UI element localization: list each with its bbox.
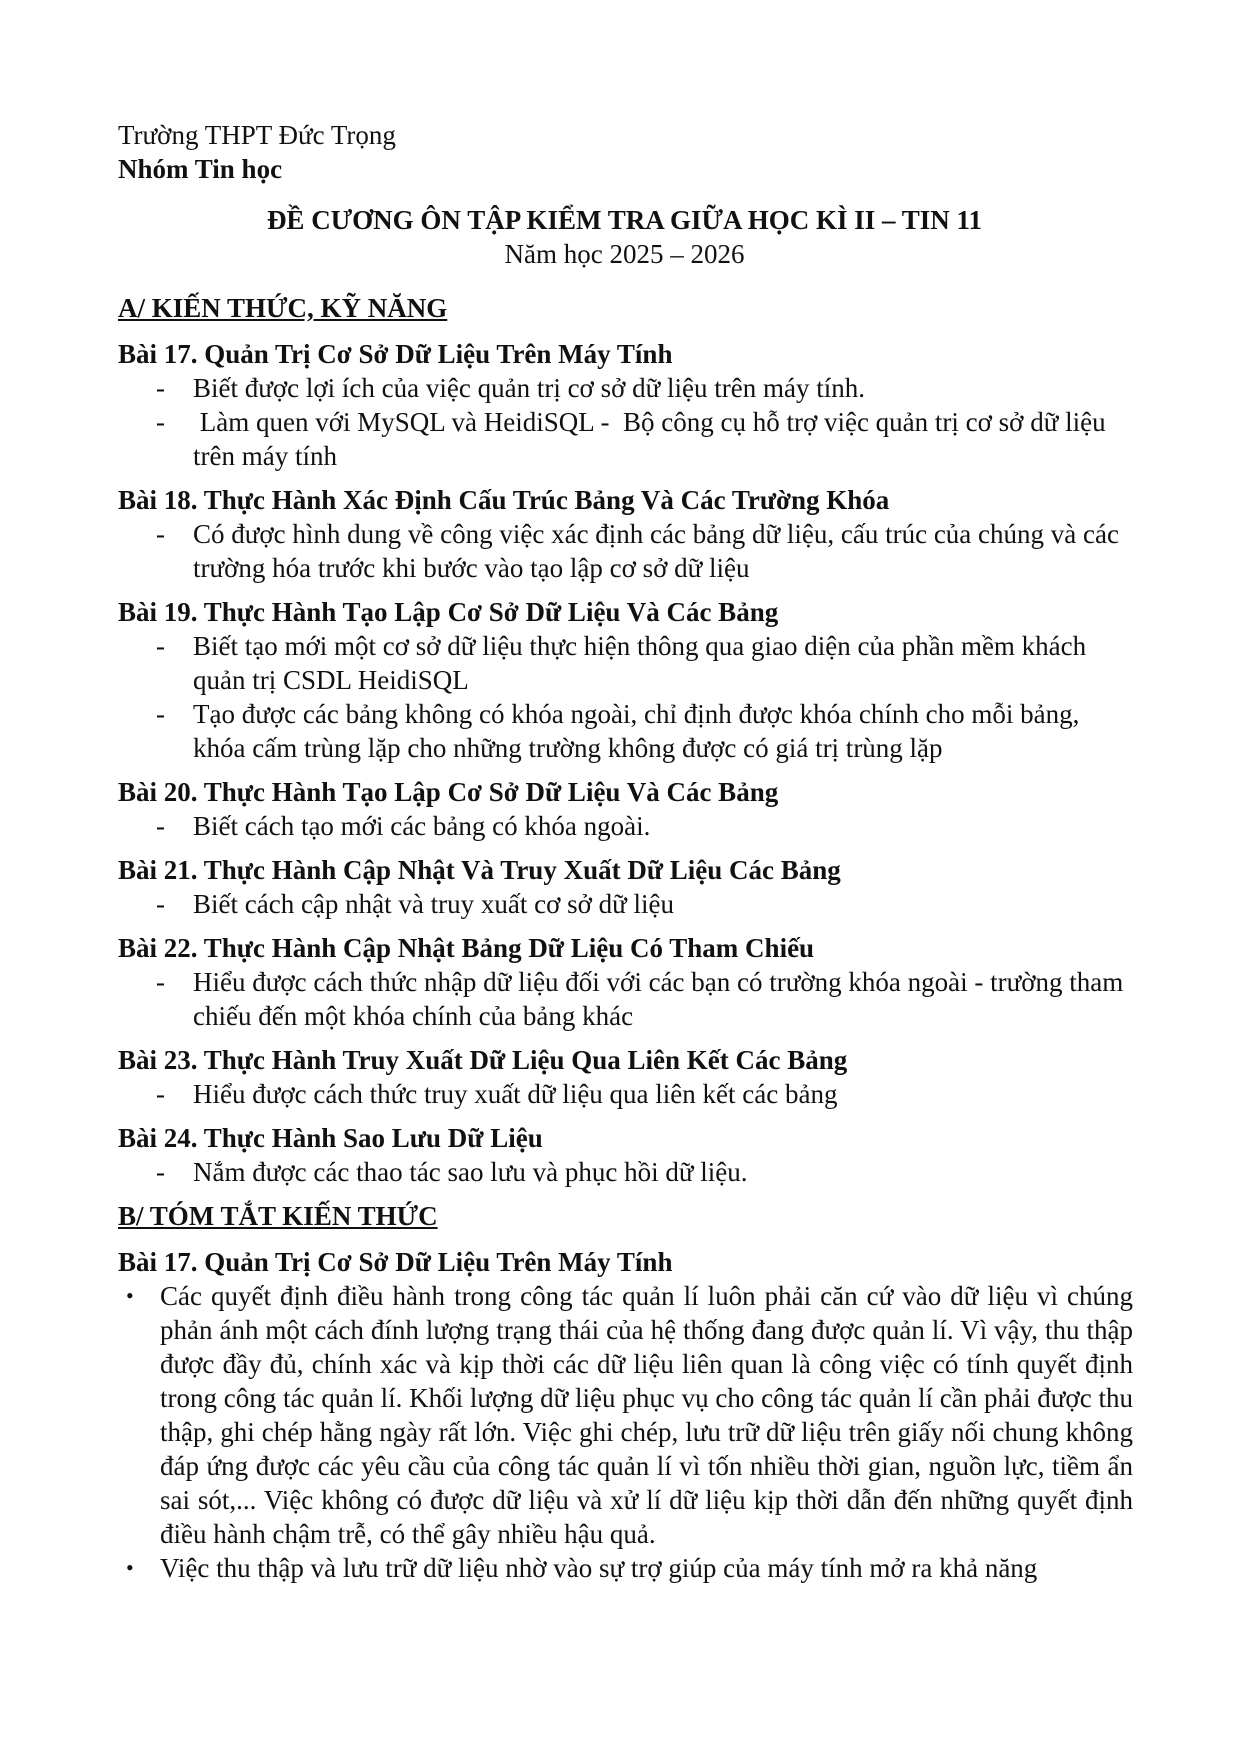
lesson-block [118, 775, 1133, 843]
objective-item [118, 405, 1133, 473]
lesson-block [118, 337, 1133, 473]
objective-text: Tạo được các bảng không có khóa ngoài, chỉ định được khóa chính cho mỗi bảng, khóa cấm trùng lặp cho những trường không được có giá trị trùng lặp [193, 699, 1087, 763]
bullet-marker: • [126, 1283, 134, 1308]
dash-marker: - [156, 519, 165, 549]
summary-text: Việc thu thập và lưu trữ dữ liệu nhờ vào sự trợ giúp của máy tính mở ra khả năng [160, 1553, 1038, 1583]
lesson-block [118, 853, 1133, 921]
objective-item [118, 517, 1133, 585]
lesson-title: Bài 24. Thực Hành Sao Lưu Dữ Liệu [118, 1123, 543, 1153]
section-a-lessons [118, 337, 1133, 1189]
lesson-block [118, 483, 1133, 585]
lesson-title: Bài 17. Quản Trị Cơ Sở Dữ Liệu Trên Máy Tính [118, 339, 673, 369]
document-title: ĐỀ CƯƠNG ÔN TẬP KIỂM TRA GIỮA HỌC KÌ II – TIN 11 [266, 205, 983, 235]
lesson-title: Bài 18. Thực Hành Xác Định Cấu Trúc Bảng Và Các Trường Khóa [118, 485, 890, 515]
objective-text: Biết cách cập nhật và truy xuất cơ sở dữ liệu [193, 889, 675, 919]
objective-item [118, 629, 1133, 697]
objective-text: Nắm được các thao tác sao lưu và phục hồi dữ liệu. [193, 1157, 748, 1187]
dash-marker: - [156, 1157, 165, 1187]
lesson-block [118, 1121, 1133, 1189]
dash-marker: - [156, 811, 165, 841]
lesson-block [118, 595, 1133, 765]
dash-marker: - [156, 373, 165, 403]
summary-text: Các quyết định điều hành trong công tác quản lí luôn phải căn cứ vào dữ liệu vì chúng phản ánh một cách đính lượng trạng thái của hệ thống đang được quản lí. Vì vậy, thu thập được đầy đủ, chính xác và kịp thời các dữ liệu liên quan là công việc có tính quyết định trong công tác quản lí. Khối lượng dữ liệu phục vụ cho công tác quản lí cần phải được thu thập, ghi chép hằng ngày rất lớn. Việc ghi chép, lưu trữ dữ liệu trên giấy nối chung không đáp ứng được các yêu cầu của công tác quản lí vì tốn nhiều thời gian, nguồn lực, tiềm ẩn sai sót,... Việc không có được dữ liệu và xử lí dữ liệu kịp thời dẫn đến những quyết định điều hành chậm trễ, có thể gây nhiều hậu quả. [160, 1281, 1133, 1549]
section-b-heading: B/ TÓM TẮT KIẾN THỨC [118, 1201, 438, 1231]
lesson-title: Bài 23. Thực Hành Truy Xuất Dữ Liệu Qua Liên Kết Các Bảng [118, 1045, 848, 1075]
objective-item [118, 1155, 1133, 1189]
document-content [118, 291, 1133, 1585]
objective-item [118, 1077, 1133, 1111]
dash-marker: - [156, 699, 165, 729]
lesson-block [118, 931, 1133, 1033]
title-block [0, 203, 1241, 271]
objective-text: Hiểu được cách thức truy xuất dữ liệu qua liên kết các bảng [193, 1079, 838, 1109]
dash-marker: - [156, 967, 165, 997]
section-b-bullets [118, 1279, 1133, 1585]
objective-item [118, 887, 1133, 921]
dash-marker: - [156, 631, 165, 661]
dash-marker: - [156, 1079, 165, 1109]
objective-item [118, 809, 1133, 843]
lesson-title: Bài 20. Thực Hành Tạo Lập Cơ Sở Dữ Liệu Và Các Bảng [118, 777, 779, 807]
section-a-heading: A/ KIẾN THỨC, KỸ NĂNG [118, 293, 448, 323]
objective-text: Có được hình dung về công việc xác định các bảng dữ liệu, cấu trúc của chúng và các trường hóa trước khi bước vào tạo lập cơ sở dữ liệu [193, 519, 1126, 583]
objective-text: Biết tạo mới một cơ sở dữ liệu thực hiện thông qua giao diện của phần mềm khách quản trị CSDL HeidiSQL [193, 631, 1093, 695]
objective-text: Biết được lợi ích của việc quản trị cơ sở dữ liệu trên máy tính. [193, 373, 865, 403]
school-year: Năm học 2025 – 2026 [504, 239, 745, 269]
lesson-title: Bài 21. Thực Hành Cập Nhật Và Truy Xuất Dữ Liệu Các Bảng [118, 855, 841, 885]
summary-paragraph [118, 1551, 1133, 1585]
objective-item [118, 965, 1133, 1033]
lesson-title: Bài 19. Thực Hành Tạo Lập Cơ Sở Dữ Liệu Và Các Bảng [118, 597, 779, 627]
objective-text: Biết cách tạo mới các bảng có khóa ngoài. [193, 811, 651, 841]
dash-marker: - [156, 407, 165, 437]
lesson-title: Bài 22. Thực Hành Cập Nhật Bảng Dữ Liệu Có Tham Chiếu [118, 933, 815, 963]
objective-item [118, 697, 1133, 765]
objective-item [118, 371, 1133, 405]
group-name: Nhóm Tin học [118, 154, 283, 184]
objective-text: Làm quen với MySQL và HeidiSQL - Bộ công cụ hỗ trợ việc quản trị cơ sở dữ liệu trên máy tính [193, 407, 1113, 471]
summary-paragraph [118, 1279, 1133, 1551]
school-name: Trường THPT Đức Trọng [118, 120, 396, 150]
bullet-marker: • [126, 1555, 134, 1580]
lesson-block [118, 1043, 1133, 1111]
section-b-lesson-title: Bài 17. Quản Trị Cơ Sở Dữ Liệu Trên Máy Tính [118, 1247, 673, 1277]
document-header [118, 118, 396, 186]
dash-marker: - [156, 889, 165, 919]
objective-text: Hiểu được cách thức nhập dữ liệu đối với các bạn có trường khóa ngoài - trường tham chiếu đến một khóa chính của bảng khác [193, 967, 1131, 1031]
